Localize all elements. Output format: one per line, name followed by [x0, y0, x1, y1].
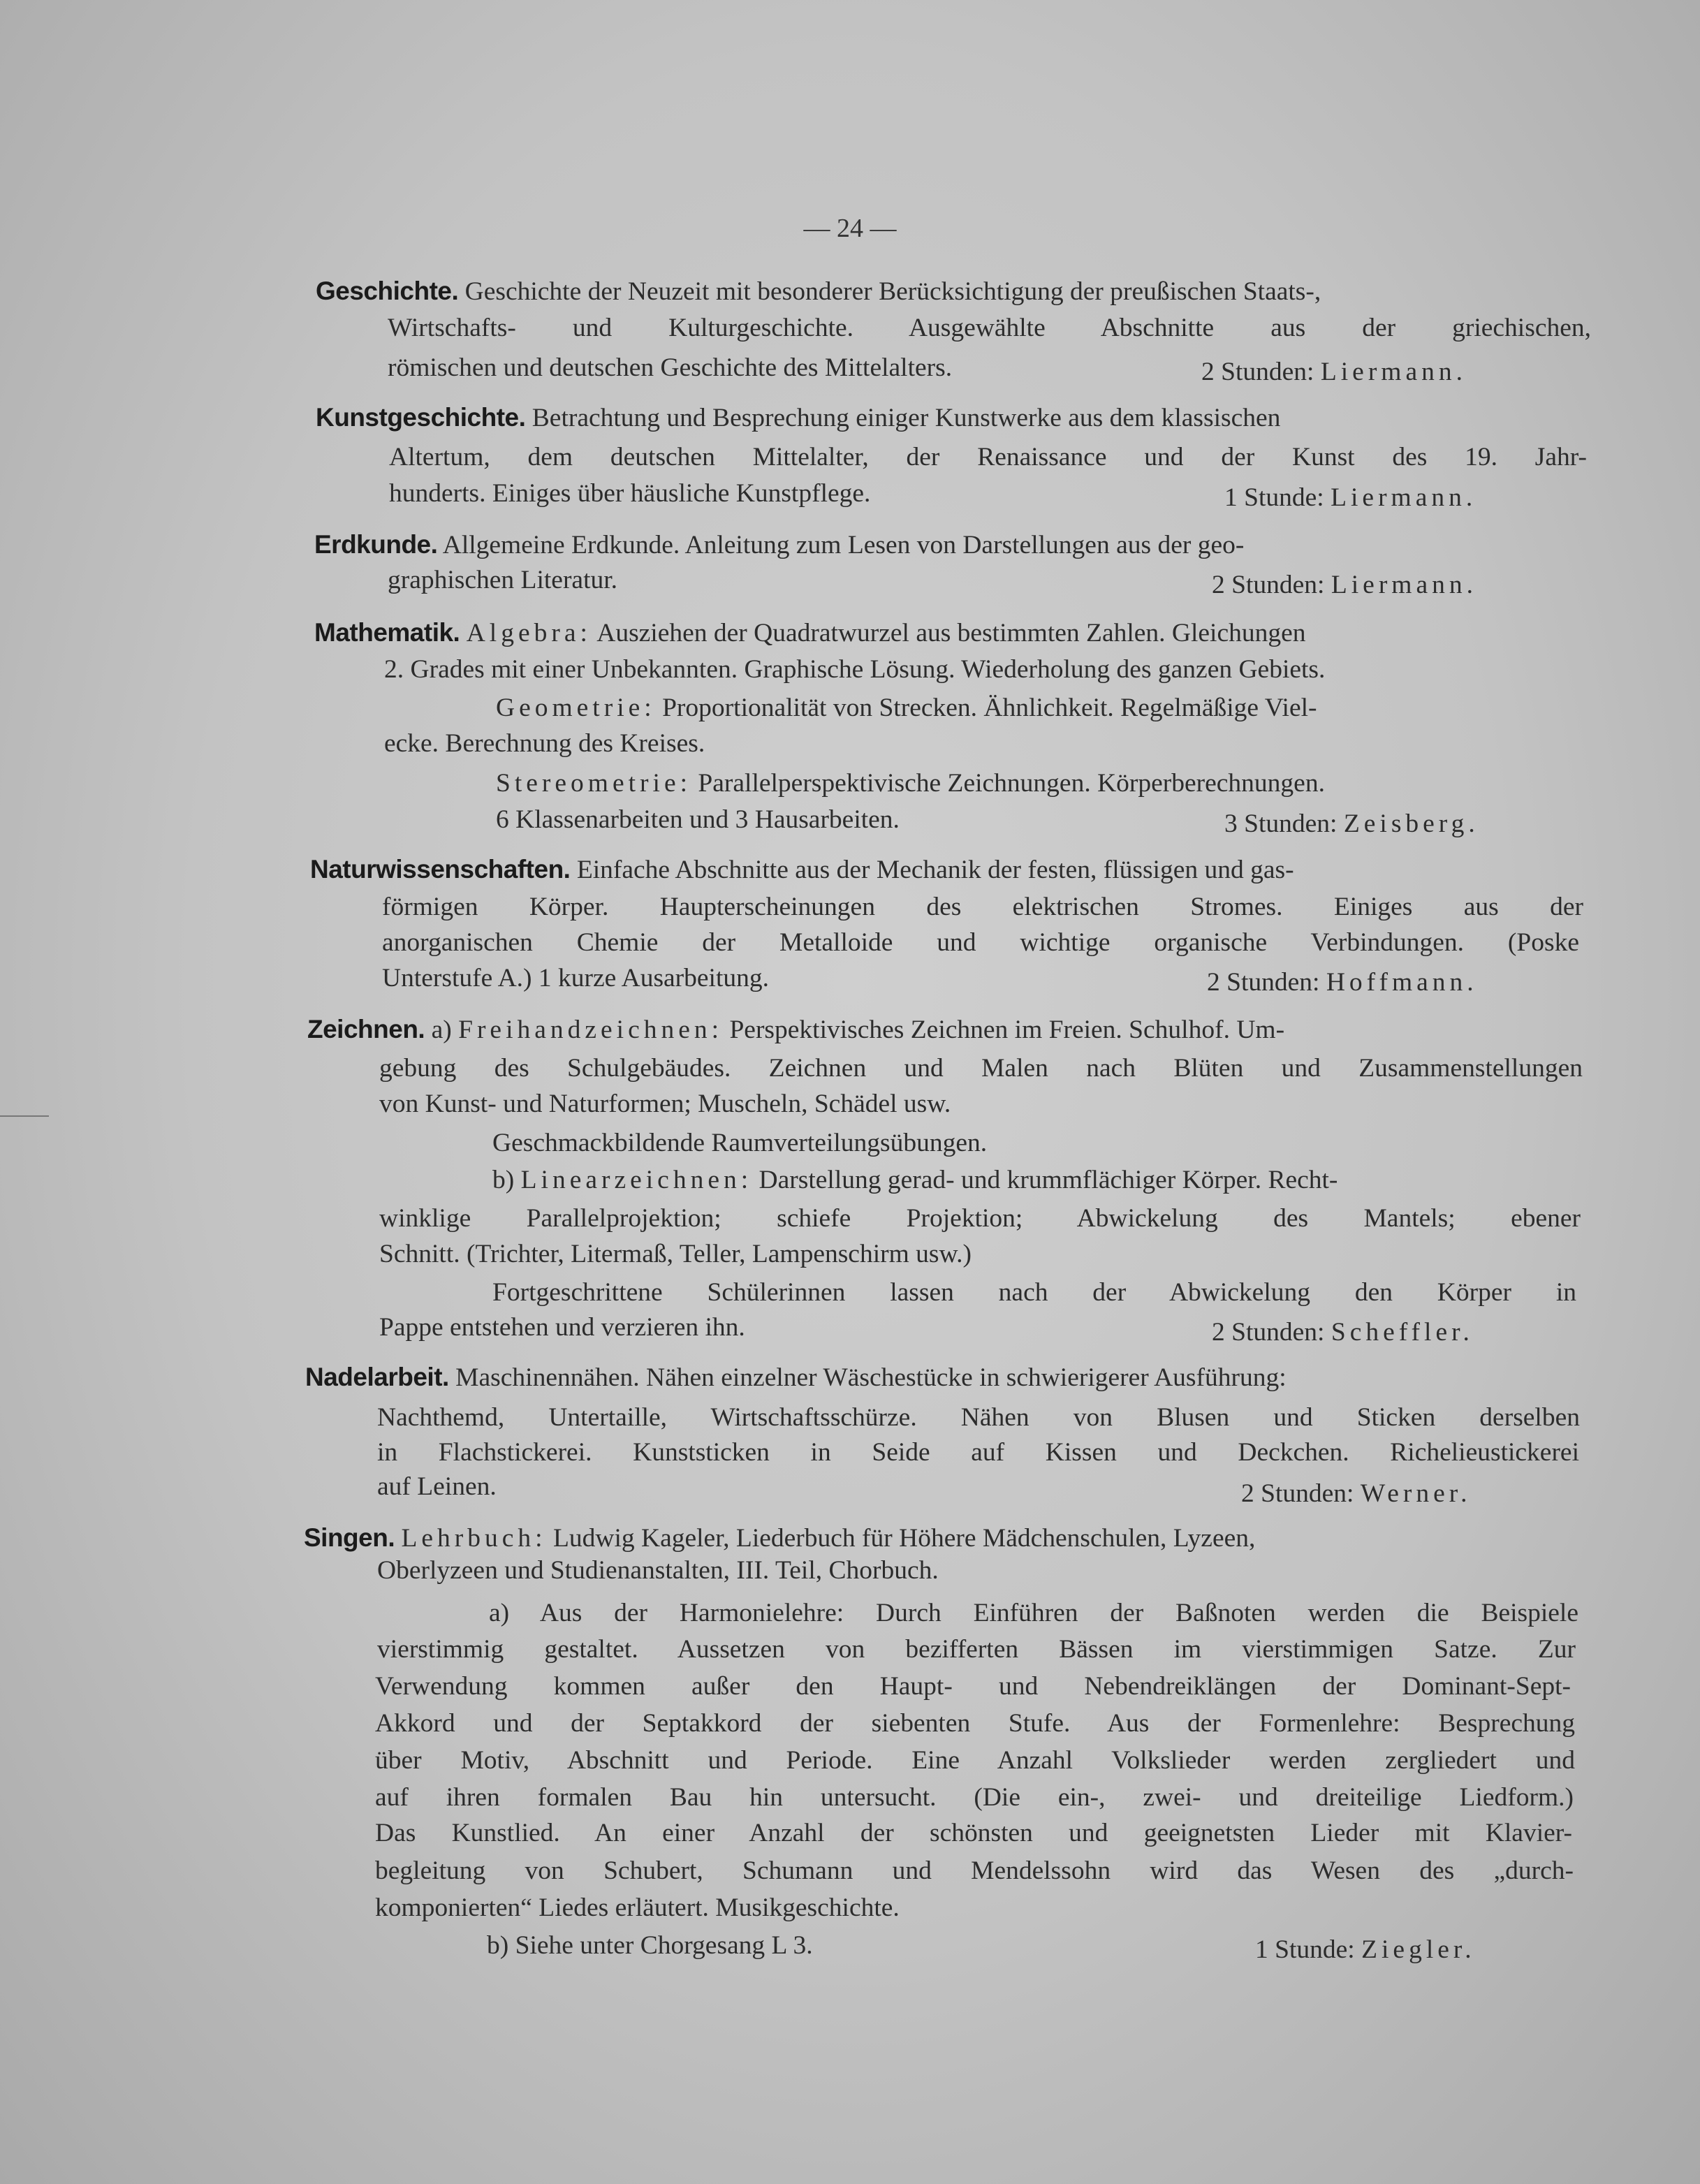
- section-line: Schnitt. (Trichter, Litermaß, Teller, Lampenschirm usw.): [379, 1240, 972, 1268]
- section-line: Geschmackbildende Raumverteilungsübungen.: [492, 1129, 988, 1157]
- section-line: komponierten“ Liedes erläutert. Musikgeschichte.: [375, 1893, 900, 1922]
- section-heading: Mathematik.: [314, 618, 460, 647]
- hours-label: 2 Stunden:: [1207, 968, 1320, 997]
- section-line: Pappe entstehen und verzieren ihn.: [379, 1313, 745, 1342]
- section-line: Verwendung kommen außer den Haupt- und Nebendreiklängen der Dominant-Sept-: [375, 1672, 1571, 1701]
- section-line: [316, 400, 1591, 436]
- hours-line: [1212, 1315, 1474, 1350]
- section-text: Maschinennähen. Nähen einzelner Wäschestücke in schwierigerer Ausführung:: [455, 1363, 1287, 1392]
- section-line: Oberlyzeen und Studienanstalten, III. Teil, Chorbuch.: [377, 1556, 939, 1585]
- hours-label: 1 Stunde:: [1224, 483, 1324, 512]
- hours-line: [1224, 481, 1476, 515]
- section-line: gebung des Schulgebäudes. Zeichnen und Malen nach Blüten und Zusammenstellungen: [379, 1054, 1583, 1083]
- section-line: Nachthemd, Untertaille, Wirtschaftsschürze. Nähen von Blusen und Sticken derselben: [377, 1403, 1580, 1432]
- hours-line: [1255, 1933, 1476, 1967]
- section-text: Ausziehen der Quadratwurzel aus bestimmten Zahlen. Gleichungen: [596, 619, 1306, 647]
- section-line: vierstimmig gestaltet. Aussetzen von bezifferten Bässen im vierstimmigen Satze. Zur: [377, 1635, 1576, 1664]
- section-line: Unterstufe A.) 1 kurze Ausarbeitung.: [382, 964, 770, 992]
- section-heading: Zeichnen.: [307, 1015, 425, 1043]
- section-text: Darstellung gerad- und krummflächiger Körper. Recht-: [759, 1166, 1338, 1194]
- teacher-name: Werner.: [1360, 1479, 1472, 1508]
- section-line: in Flachstickerei. Kunststicken in Seide auf Kissen und Deckchen. Richelieustickerei: [377, 1438, 1579, 1467]
- subsection-label: Stereometrie:: [496, 769, 692, 798]
- section-line: begleitung von Schubert, Schumann und Mendelssohn wird das Wesen des „durch-: [375, 1856, 1574, 1885]
- section-line: [305, 1360, 1581, 1395]
- section-text: Ludwig Kageler, Liederbuch für Höhere Mädchenschulen, Lyzeen,: [552, 1524, 1256, 1553]
- section-line: [314, 615, 1585, 651]
- section-heading: Singen.: [304, 1523, 395, 1552]
- section-line: [314, 527, 1587, 563]
- section-line: von Kunst- und Naturformen; Muscheln, Schädel usw.: [379, 1090, 951, 1118]
- teacher-name: Zeisberg.: [1343, 809, 1479, 838]
- item-prefix: a): [431, 1016, 452, 1044]
- section-heading: Erdkunde.: [314, 530, 438, 559]
- hours-label: 2 Stunden:: [1201, 358, 1314, 386]
- subsection-label: Algebra:: [466, 619, 592, 647]
- section-line: graphischen Literatur.: [388, 566, 618, 594]
- hours-label: 1 Stunde:: [1255, 1935, 1355, 1964]
- hours-label: 2 Stunden:: [1212, 1318, 1325, 1347]
- subsection-label: Geometrie:: [496, 694, 656, 722]
- section-line: auf ihren formalen Bau hin untersucht. (Die ein-, zwei- und dreiteilige Liedform.): [375, 1783, 1574, 1812]
- teacher-name: Ziegler.: [1361, 1935, 1476, 1964]
- section-line: ecke. Berechnung des Kreises.: [384, 729, 705, 758]
- hours-line: [1207, 965, 1478, 1000]
- item-prefix: b): [492, 1166, 515, 1194]
- section-text: Geschichte der Neuzeit mit besonderer Berücksichtigung der preußischen Staats-,: [464, 277, 1321, 306]
- subsection-label: Lehrbuch:: [401, 1524, 547, 1553]
- subsection-label: Linearzeichnen:: [520, 1166, 753, 1194]
- section-text: Proportionalität von Strecken. Ähnlichkeit. Regelmäßige Viel-: [662, 694, 1317, 722]
- margin-mark: [0, 1115, 49, 1117]
- section-line: förmigen Körper. Haupterscheinungen des elektrischen Stromes. Einiges aus der: [382, 893, 1583, 921]
- section-line: hunderts. Einiges über häusliche Kunstpflege.: [389, 479, 871, 508]
- section-heading: Nadelarbeit.: [305, 1363, 449, 1391]
- section-line: b) Siehe unter Chorgesang L 3.: [487, 1931, 813, 1960]
- teacher-name: Scheffler.: [1331, 1318, 1474, 1347]
- section-line: a) Aus der Harmonielehre: Durch Einführen der Baßnoten werden die Beispiele: [489, 1599, 1578, 1627]
- hours-line: [1224, 807, 1479, 842]
- section-line: auf Leinen.: [377, 1472, 497, 1501]
- section-heading: Kunstgeschichte.: [316, 403, 526, 432]
- section-line: Altertum, dem deutschen Mittelalter, der Renaissance und der Kunst des 19. Jahr-: [389, 443, 1587, 471]
- section-line: anorganischen Chemie der Metalloide und wichtige organische Verbindungen. (Poske: [382, 928, 1579, 957]
- teacher-name: Liermann.: [1320, 358, 1467, 386]
- section-line: [307, 1012, 1583, 1048]
- teacher-name: Hoffmann.: [1326, 968, 1478, 997]
- section-line: über Motiv, Abschnitt und Periode. Eine Anzahl Volkslieder werden zergliedert und: [375, 1746, 1575, 1775]
- section-line: winklige Parallelprojektion; schiefe Projektion; Abwickelung des Mantels; ebener: [379, 1204, 1581, 1233]
- teacher-name: Liermann.: [1331, 483, 1477, 512]
- section-line: Fortgeschrittene Schülerinnen lassen nach der Abwickelung den Körper in: [492, 1278, 1576, 1307]
- subsection-label: Freihandzeichnen:: [458, 1016, 724, 1044]
- hours-line: [1201, 355, 1467, 390]
- section-line: Akkord und der Septakkord der siebenten Stufe. Aus der Formenlehre: Besprechung: [375, 1709, 1575, 1738]
- section-heading: Naturwissenschaften.: [310, 855, 571, 884]
- hours-line: [1241, 1476, 1472, 1511]
- section-line: Wirtschafts- und Kulturgeschichte. Ausgewählte Abschnitte aus der griechischen,: [388, 314, 1591, 342]
- section-line: [304, 1520, 1578, 1556]
- section-text: Parallelperspektivische Zeichnungen. Körperberechnungen.: [698, 769, 1325, 798]
- section-line: [316, 274, 1591, 309]
- section-line: [492, 1163, 1582, 1198]
- section-text: Allgemeine Erdkunde. Anleitung zum Lesen von Darstellungen aus der geo-: [442, 531, 1245, 559]
- hours-line: [1212, 568, 1477, 603]
- section-line: [496, 691, 1317, 726]
- section-line: [310, 852, 1583, 888]
- section-line: 6 Klassenarbeiten und 3 Hausarbeiten.: [496, 805, 900, 834]
- section-line: Das Kunstlied. An einer Anzahl der schönsten und geeignetsten Lieder mit Klavier-: [375, 1819, 1572, 1847]
- section-line: [496, 766, 1325, 801]
- hours-label: 3 Stunden:: [1224, 809, 1338, 838]
- section-text: Betrachtung und Besprechung einiger Kunstwerke aus dem klassischen: [532, 404, 1281, 432]
- teacher-name: Liermann.: [1331, 571, 1477, 599]
- section-text: Perspektivisches Zeichnen im Freien. Schulhof. Um-: [729, 1016, 1285, 1044]
- hours-label: 2 Stunden:: [1212, 571, 1325, 599]
- section-text: Einfache Abschnitte aus der Mechanik der festen, flüssigen und gas-: [576, 856, 1294, 884]
- hours-label: 2 Stunden:: [1241, 1479, 1354, 1508]
- section-line: römischen und deutschen Geschichte des Mittelalters.: [388, 353, 953, 382]
- section-line: 2. Grades mit einer Unbekannten. Graphische Lösung. Wiederholung des ganzen Gebiets.: [384, 655, 1326, 684]
- section-heading: Geschichte.: [316, 277, 459, 305]
- page-number: — 24 —: [803, 214, 897, 243]
